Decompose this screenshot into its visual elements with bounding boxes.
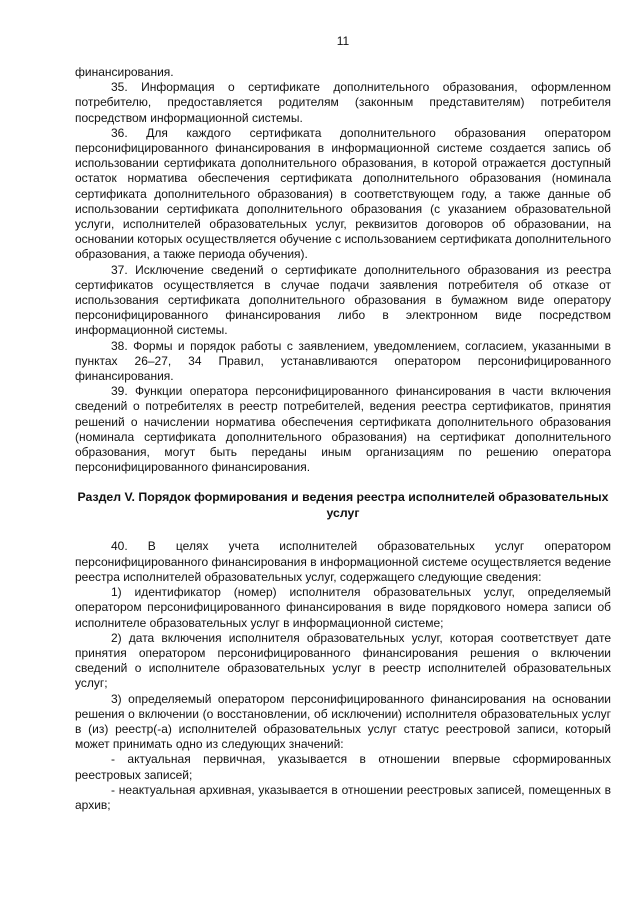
list-item-3: 3) определяемый оператором персонифицированного финансирования на основании решения о включении (о восстановлении, об исключении) исполнителя образовательных услуг в (из) реестр(-а) исполнителей образовательных услуг статус реестровой записи, который может принимать одно из следующих значений:	[75, 691, 611, 752]
status-value-inactive-archived: - неактуальная архивная, указывается в отношении реестровых записей, помещенных в архив;	[75, 782, 611, 812]
paragraph-40: 40. В целях учета исполнителей образовательных услуг оператором персонифицированного финансирования в информационной системе осуществляется ведение реестра исполнителей образовательных услуг, содержащего следующие сведения:	[75, 539, 611, 584]
paragraph-36: 36. Для каждого сертификата дополнительного образования оператором персонифицированного финансирования в информационной системе создается запись об использовании сертификата дополнительного образования, в которой отражается доступный остаток норматива обеспечения сертификата дополнительного образования (номинала сертификата дополнительного образования) в соответствующем году, а также данные об использовании сертификата дополнительного образования (с указанием образовательной услуги, исполнителей образовательных услуг, реквизитов договоров об образовании, на основании которых осуществляется обучение с использованием сертификата дополнительного образования, а также периода обучения).	[75, 125, 611, 262]
paragraph-38: 38. Формы и порядок работы с заявлением, уведомлением, согласием, указанными в пунктах 26–27, 34 Правил, устанавливаются оператором персонифицированного финансирования.	[75, 338, 611, 384]
paragraph-39: 39. Функции оператора персонифицированного финансирования в части включения сведений о потребителях в реестр потребителей, ведения реестра сертификатов, принятия решений о начислении норматива обеспечения сертификата дополнительного образования (номинала сертификата дополнительного образования) на сертификат дополнительного образования, могут быть переданы иным организациям по решению оператора персонифицированного финансирования.	[75, 384, 611, 475]
list-item-1: 1) идентификатор (номер) исполнителя образовательных услуг, определяемый оператором персонифицированного финансирования в виде порядкового номера записи об исполнителе образовательных услуг в информационной системе;	[75, 585, 611, 630]
page-number: 11	[336, 34, 350, 48]
paragraph-continuation: финансирования.	[75, 65, 174, 79]
paragraph-35: 35. Информация о сертификате дополнительного образования, оформленном потребителю, предоставляется родителям (законным представителям) потребителя посредством информационной системы.	[75, 80, 611, 125]
paragraph-37: 37. Исключение сведений о сертификате дополнительного образования из реестра сертификатов осуществляется в случае подачи заявления потребителя об отказе от использования сертификата дополнительного образования в бумажном виде оператору персонифицированного финансирования либо в электронном виде посредством информационной системы.	[75, 262, 611, 338]
paragraphs-before-section	[75, 65, 611, 475]
list-item-2: 2) дата включения исполнителя образовательных услуг, которая соответствует дате принятия оператором персонифицированного финансирования решения о включении сведений о исполнителе образовательных услуг в реестр исполнителей образовательных услуг;	[75, 630, 611, 691]
paragraphs-after-section	[75, 539, 611, 813]
section-title: Раздел V. Порядок формирования и ведения реестра исполнителей образовательных услуг	[77, 490, 609, 521]
status-value-actual-primary: - актуальная первичная, указывается в отношении впервые сформированных реестровых записей;	[75, 752, 611, 782]
